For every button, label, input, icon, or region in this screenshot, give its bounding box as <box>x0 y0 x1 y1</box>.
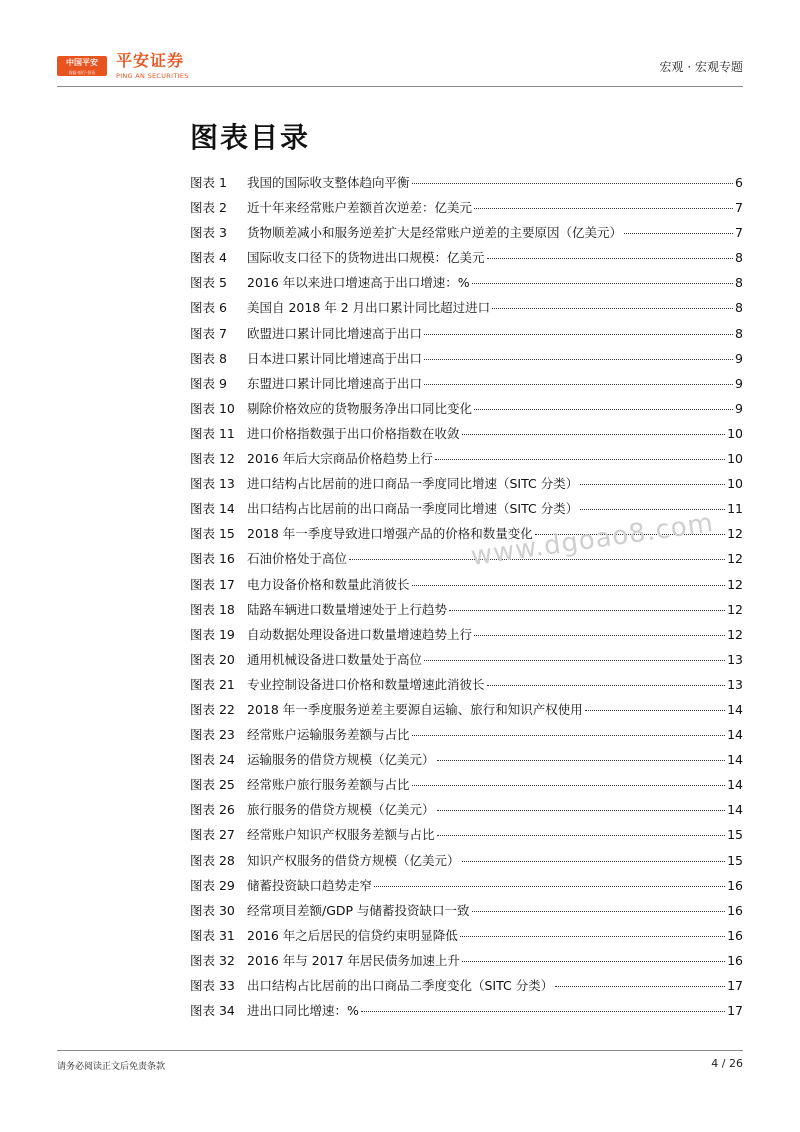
toc-figure-title[interactable]: 美国自 2018 年 2 月出口累计同比超过进口 <box>247 300 491 316</box>
toc-page-number[interactable]: 17 <box>727 1003 743 1019</box>
toc-figure-number: 图表 2 <box>190 200 227 216</box>
toc-entry[interactable] <box>190 399 743 424</box>
toc-figure-title[interactable]: 经常账户运输服务差额与占比 <box>247 727 410 743</box>
toc-dot-leader <box>580 484 725 485</box>
toc-figure-title[interactable]: 知识产权服务的借贷方规模（亿美元） <box>247 852 460 868</box>
toc-page-number[interactable]: 10 <box>727 476 743 492</box>
toc-dot-leader <box>474 409 733 410</box>
toc-figure-number: 图表 17 <box>190 576 235 592</box>
toc-page-number[interactable]: 16 <box>727 952 743 968</box>
toc-figure-title[interactable]: 我国的国际收支整体趋向平衡 <box>247 175 410 190</box>
toc-entry[interactable] <box>190 800 743 825</box>
toc-figure-title[interactable]: 通用机械设备进口数量处于高位 <box>247 651 423 667</box>
toc-page-number[interactable]: 14 <box>727 802 743 818</box>
toc-figure-title[interactable]: 自动数据处理设备进口数量增速趋势上行 <box>247 626 473 642</box>
table-of-figures <box>190 173 743 1026</box>
toc-dot-leader <box>374 886 725 887</box>
toc-dot-leader <box>424 660 725 661</box>
toc-figure-number: 图表 5 <box>190 275 227 291</box>
toc-dot-leader <box>535 534 725 535</box>
toc-entry[interactable] <box>190 424 743 449</box>
toc-figure-number: 图表 1 <box>190 175 227 190</box>
toc-dot-leader <box>437 835 726 836</box>
company-name-english: PING AN SECURITIES <box>116 72 189 80</box>
toc-entry[interactable] <box>190 1001 743 1026</box>
toc-page-number[interactable]: 12 <box>727 526 743 542</box>
toc-entry[interactable] <box>190 625 743 650</box>
toc-figure-number: 图表 13 <box>190 476 235 492</box>
logo-badge-subtext: 保险·银行·投资 <box>68 70 96 75</box>
header-divider <box>57 86 743 87</box>
toc-dot-leader <box>487 685 726 686</box>
toc-dot-leader <box>472 283 733 284</box>
toc-dot-leader <box>487 258 733 259</box>
toc-page-number[interactable]: 14 <box>727 701 743 717</box>
toc-entry[interactable] <box>190 775 743 800</box>
toc-figure-title[interactable]: 剔除价格效应的货物服务净出口同比变化 <box>247 400 473 416</box>
toc-dot-leader <box>361 1011 725 1012</box>
toc-figure-title[interactable]: 2016 年以来进口增速高于出口增速：% <box>247 275 470 291</box>
toc-page-number[interactable]: 16 <box>727 927 743 943</box>
toc-figure-number: 图表 29 <box>190 877 235 893</box>
logo-badge-text: 中国平安 <box>66 58 98 67</box>
toc-figure-title[interactable]: 出口结构占比居前的出口商品二季度变化（SITC 分类） <box>247 978 554 993</box>
watermark: www.dgoao8.com <box>469 508 716 572</box>
toc-figure-title[interactable]: 2016 年之后居民的信贷约束明显降低 <box>247 927 458 943</box>
toc-figure-number: 图表 30 <box>190 902 235 918</box>
toc-page-number[interactable]: 17 <box>727 978 743 993</box>
page-title: 图表目录 <box>190 121 311 154</box>
toc-figure-title[interactable]: 2016 年与 2017 年居民债务加速上升 <box>247 952 461 968</box>
toc-figure-number: 图表 22 <box>190 701 235 717</box>
section-label: 宏观 · 宏观专题 <box>659 60 743 74</box>
toc-figure-number: 图表 3 <box>190 225 227 241</box>
toc-entry[interactable] <box>190 223 743 248</box>
toc-dot-leader <box>412 183 733 184</box>
toc-figure-number: 图表 18 <box>190 601 235 617</box>
toc-page-number[interactable]: 7 <box>735 225 743 241</box>
toc-entry[interactable] <box>190 298 743 323</box>
toc-entry[interactable] <box>190 474 743 499</box>
toc-figure-title[interactable]: 东盟进口累计同比增速高于出口 <box>247 375 423 391</box>
toc-dot-leader <box>472 911 726 912</box>
company-name: 平安证券 <box>116 51 185 70</box>
disclaimer-note: 请务必阅读正文后免责条款 <box>57 1062 166 1072</box>
toc-dot-leader <box>412 585 726 586</box>
toc-dot-leader <box>462 861 726 862</box>
toc-figure-number: 图表 4 <box>190 250 227 266</box>
toc-page-number[interactable]: 16 <box>727 877 743 893</box>
toc-dot-leader <box>437 760 726 761</box>
toc-figure-number: 图表 26 <box>190 802 235 818</box>
toc-dot-leader <box>412 735 726 736</box>
toc-dot-leader <box>424 334 733 335</box>
toc-page-number[interactable]: 13 <box>727 676 743 692</box>
toc-entry[interactable] <box>190 876 743 901</box>
toc-figure-title[interactable]: 经常账户旅行服务差额与占比 <box>247 777 410 793</box>
toc-figure-title[interactable]: 经常项目差额/GDP 与储蓄投资缺口一致 <box>247 902 470 918</box>
toc-figure-title[interactable]: 2018 年一季度导致进口增强产品的价格和数量变化 <box>247 526 533 542</box>
toc-dot-leader <box>424 359 733 360</box>
toc-entry[interactable] <box>190 499 743 524</box>
toc-page-number[interactable]: 8 <box>735 300 743 316</box>
toc-figure-title[interactable]: 进口结构占比居前的进口商品一季度同比增速（SITC 分类） <box>247 476 579 492</box>
toc-figure-number: 图表 16 <box>190 551 235 567</box>
toc-page-number[interactable]: 15 <box>727 827 743 843</box>
toc-dot-leader <box>474 208 733 209</box>
toc-figure-number: 图表 9 <box>190 375 227 391</box>
toc-figure-number: 图表 6 <box>190 300 227 316</box>
toc-figure-number: 图表 21 <box>190 676 235 692</box>
toc-entry[interactable] <box>190 524 743 549</box>
toc-entry[interactable] <box>190 173 743 198</box>
toc-figure-title[interactable]: 2016 年后大宗商品价格趋势上行 <box>247 451 433 467</box>
toc-dot-leader <box>555 986 725 987</box>
toc-entry[interactable] <box>190 449 743 474</box>
page-indicator: 4 / 26 <box>711 1057 743 1070</box>
toc-page-number[interactable]: 11 <box>727 501 743 517</box>
toc-page-number[interactable]: 14 <box>727 777 743 793</box>
toc-entry[interactable] <box>190 600 743 625</box>
toc-entry[interactable] <box>190 575 743 600</box>
toc-figure-title[interactable]: 日本进口累计同比增速高于出口 <box>247 350 423 366</box>
toc-entry[interactable] <box>190 976 743 1001</box>
toc-page-number[interactable]: 16 <box>727 902 743 918</box>
toc-page-number[interactable]: 10 <box>727 451 743 467</box>
toc-entry[interactable] <box>190 700 743 725</box>
toc-entry[interactable] <box>190 926 743 951</box>
toc-entry[interactable] <box>190 951 743 976</box>
toc-entry[interactable] <box>190 851 743 876</box>
toc-entry[interactable] <box>190 825 743 850</box>
toc-dot-leader <box>624 233 733 234</box>
toc-dot-leader <box>412 785 726 786</box>
toc-entry[interactable] <box>190 650 743 675</box>
toc-page-number[interactable]: 14 <box>727 727 743 743</box>
toc-entry[interactable] <box>190 750 743 775</box>
toc-figure-number: 图表 14 <box>190 501 235 517</box>
toc-figure-number: 图表 12 <box>190 451 235 467</box>
toc-figure-title[interactable]: 陆路车辆进口数量增速处于上行趋势 <box>247 601 448 617</box>
toc-figure-number: 图表 8 <box>190 350 227 366</box>
toc-entry[interactable] <box>190 324 743 349</box>
toc-dot-leader <box>349 559 725 560</box>
toc-entry[interactable] <box>190 549 743 574</box>
toc-figure-number: 图表 15 <box>190 526 235 542</box>
toc-figure-number: 图表 19 <box>190 626 235 642</box>
toc-figure-title[interactable]: 储蓄投资缺口趋势走窄 <box>247 877 373 893</box>
toc-dot-leader <box>462 961 725 962</box>
toc-dot-leader <box>460 936 725 937</box>
toc-figure-number: 图表 20 <box>190 651 235 667</box>
toc-entry[interactable] <box>190 675 743 700</box>
toc-page-number[interactable]: 15 <box>727 852 743 868</box>
toc-dot-leader <box>474 635 725 636</box>
toc-dot-leader <box>585 710 725 711</box>
toc-figure-number: 图表 33 <box>190 978 235 993</box>
toc-figure-title[interactable]: 经常账户知识产权服务差额与占比 <box>247 827 435 843</box>
toc-dot-leader <box>462 434 726 435</box>
toc-figure-title[interactable]: 电力设备价格和数量此消彼长 <box>247 576 410 592</box>
toc-figure-number: 图表 34 <box>190 1003 235 1019</box>
toc-figure-title[interactable]: 2018 年一季度服务逆差主要源自运输、旅行和知识产权使用 <box>247 701 583 717</box>
toc-figure-title[interactable]: 出口结构占比居前的出口商品一季度同比增速（SITC 分类） <box>247 501 579 517</box>
toc-figure-number: 图表 7 <box>190 325 227 341</box>
toc-figure-title[interactable]: 进口价格指数强于出口价格指数在收敛 <box>247 425 460 441</box>
toc-dot-leader <box>449 610 725 611</box>
toc-dot-leader <box>437 810 726 811</box>
toc-entry[interactable] <box>190 374 743 399</box>
toc-figure-number: 图表 23 <box>190 727 235 743</box>
toc-figure-number: 图表 10 <box>190 400 235 416</box>
toc-page-number[interactable]: 9 <box>735 375 743 391</box>
toc-page-number[interactable]: 8 <box>735 275 743 291</box>
toc-dot-leader <box>492 308 733 309</box>
toc-entry[interactable] <box>190 248 743 273</box>
toc-entry[interactable] <box>190 273 743 298</box>
toc-page-number[interactable]: 14 <box>727 752 743 768</box>
toc-figure-title[interactable]: 欧盟进口累计同比增速高于出口 <box>247 325 423 341</box>
toc-page-number[interactable]: 12 <box>727 601 743 617</box>
toc-figure-number: 图表 28 <box>190 852 235 868</box>
toc-page-number[interactable]: 9 <box>735 400 743 416</box>
toc-figure-title[interactable]: 近十年来经常账户差额首次逆差：亿美元 <box>247 200 473 216</box>
toc-page-number[interactable]: 9 <box>735 350 743 366</box>
toc-page-number[interactable]: 13 <box>727 651 743 667</box>
toc-figure-number: 图表 24 <box>190 752 235 768</box>
footer-divider <box>57 1050 743 1051</box>
toc-figure-title[interactable]: 专业控制设备进口价格和数量增速此消彼长 <box>247 676 485 692</box>
toc-page-number[interactable]: 7 <box>735 200 743 216</box>
toc-figure-title[interactable]: 进出口同比增速：% <box>247 1003 359 1019</box>
toc-page-number[interactable]: 8 <box>735 250 743 266</box>
toc-entry[interactable] <box>190 901 743 926</box>
toc-figure-number: 图表 31 <box>190 927 235 943</box>
toc-page-number[interactable]: 12 <box>727 626 743 642</box>
toc-dot-leader <box>424 384 733 385</box>
toc-figure-number: 图表 27 <box>190 827 235 843</box>
toc-page-number[interactable]: 8 <box>735 325 743 341</box>
toc-figure-title[interactable]: 石油价格处于高位 <box>247 551 348 567</box>
toc-figure-title[interactable]: 国际收支口径下的货物进出口规模：亿美元 <box>247 250 485 266</box>
toc-page-number[interactable]: 12 <box>727 551 743 567</box>
toc-figure-title[interactable]: 旅行服务的借贷方规模（亿美元） <box>247 802 435 818</box>
toc-entry[interactable] <box>190 725 743 750</box>
toc-entry[interactable] <box>190 198 743 223</box>
pingan-logo-badge <box>57 56 107 76</box>
toc-dot-leader <box>580 509 725 510</box>
page-header <box>0 0 800 90</box>
toc-figure-title[interactable]: 货物顺差减小和服务逆差扩大是经常账户逆差的主要原因（亿美元） <box>247 225 623 241</box>
toc-figure-number: 图表 25 <box>190 777 235 793</box>
toc-figure-number: 图表 32 <box>190 952 235 968</box>
toc-entry[interactable] <box>190 349 743 374</box>
toc-page-number[interactable]: 10 <box>727 425 743 441</box>
toc-page-number[interactable]: 12 <box>727 576 743 592</box>
toc-dot-leader <box>435 459 725 460</box>
toc-figure-number: 图表 11 <box>190 425 235 441</box>
toc-figure-title[interactable]: 运输服务的借贷方规模（亿美元） <box>247 752 435 768</box>
toc-page-number[interactable]: 6 <box>735 175 743 190</box>
